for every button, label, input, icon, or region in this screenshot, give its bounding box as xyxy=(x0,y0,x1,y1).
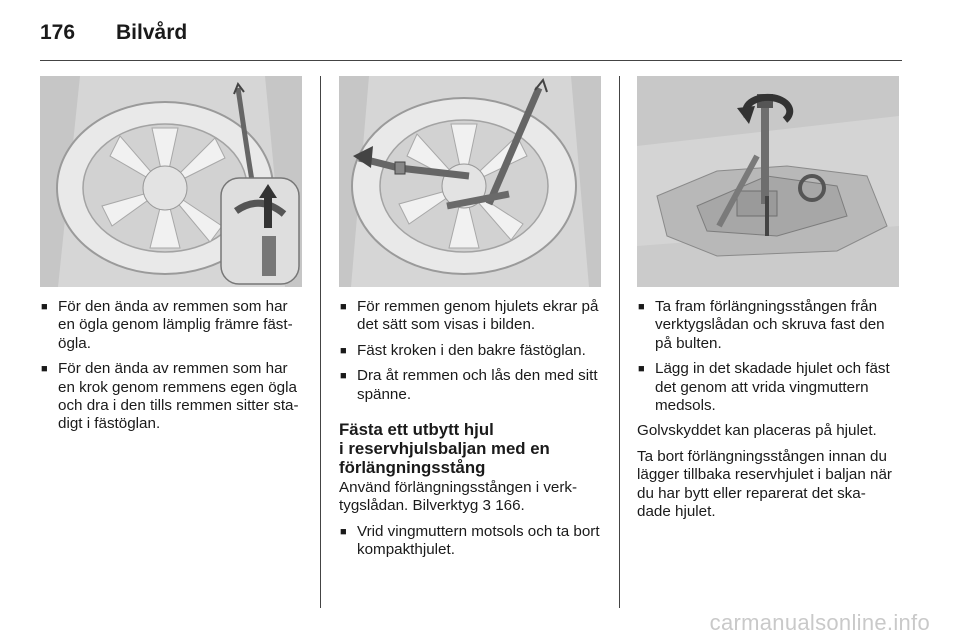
instruction-list xyxy=(637,298,899,415)
subsection-heading xyxy=(339,420,601,477)
watermark: carmanualsonline.info xyxy=(709,610,930,635)
instruction-list xyxy=(339,523,601,560)
column-divider xyxy=(619,76,620,608)
extension-bolt-tool-tray-illustration xyxy=(637,76,899,287)
spare-wheel-strap-through-rim-illustration xyxy=(339,76,601,287)
instruction-list xyxy=(339,298,601,404)
list-item: ■ Fäst kroken i den bakre fästöglan. xyxy=(339,342,601,360)
page-reference-arrow: 3 xyxy=(482,497,491,515)
body-paragraph: Ta bort förlängningsstången innan du lägger tillbaka reservhjulet i baljan när du har bytt eller reparerat det ska-dade hjulet. xyxy=(637,447,892,521)
column-1 xyxy=(40,298,302,441)
heading-line: förlängningsstång xyxy=(339,458,486,478)
column-3 xyxy=(637,298,899,528)
list-item: ■ Ta fram förlängningsstången från verktygslådan och skruva fast den på bulten. xyxy=(637,298,899,353)
instruction-list xyxy=(40,298,302,434)
list-item: ■ Lägg in det skadade hjulet och fäst det genom att vrida vingmuttern medsols. xyxy=(637,360,899,415)
intro-text: Använd förlängningsstången i verk-tygslådan. Bilverktyg xyxy=(339,479,578,515)
list-item: ■ Vrid vingmuttern motsols och ta bort kompakthjulet. xyxy=(339,523,601,560)
page-number: 176 xyxy=(40,21,76,44)
header-rule xyxy=(40,60,902,61)
spare-wheel-strap-loop-illustration xyxy=(40,76,302,287)
body-paragraph: Golvskyddet kan placeras på hjulet. xyxy=(637,422,877,440)
column-2 xyxy=(339,298,601,567)
list-item: ■ För den ända av remmen som har en krok genom remmens egen ögla och dra i den tills remmen sitter sta-digt i fästöglan. xyxy=(40,360,302,434)
heading-line: i reservhjulsbaljan med en xyxy=(339,439,550,459)
list-item: ■ Dra åt remmen och lås den med sitt spänne. xyxy=(339,367,601,404)
list-item: ■ För remmen genom hjulets ekrar på det sätt som visas i bilden. xyxy=(339,298,601,335)
column-divider xyxy=(320,76,321,608)
page-reference-link[interactable]: 166. xyxy=(495,497,525,515)
intro-paragraph xyxy=(339,479,601,516)
heading-line: Fästa ett utbytt hjul xyxy=(339,420,494,440)
section-title: Bilvård xyxy=(116,21,188,44)
page-header xyxy=(40,18,187,48)
list-item: ■ För den ända av remmen som har en ögla genom lämplig främre fäst-ögla. xyxy=(40,298,302,353)
